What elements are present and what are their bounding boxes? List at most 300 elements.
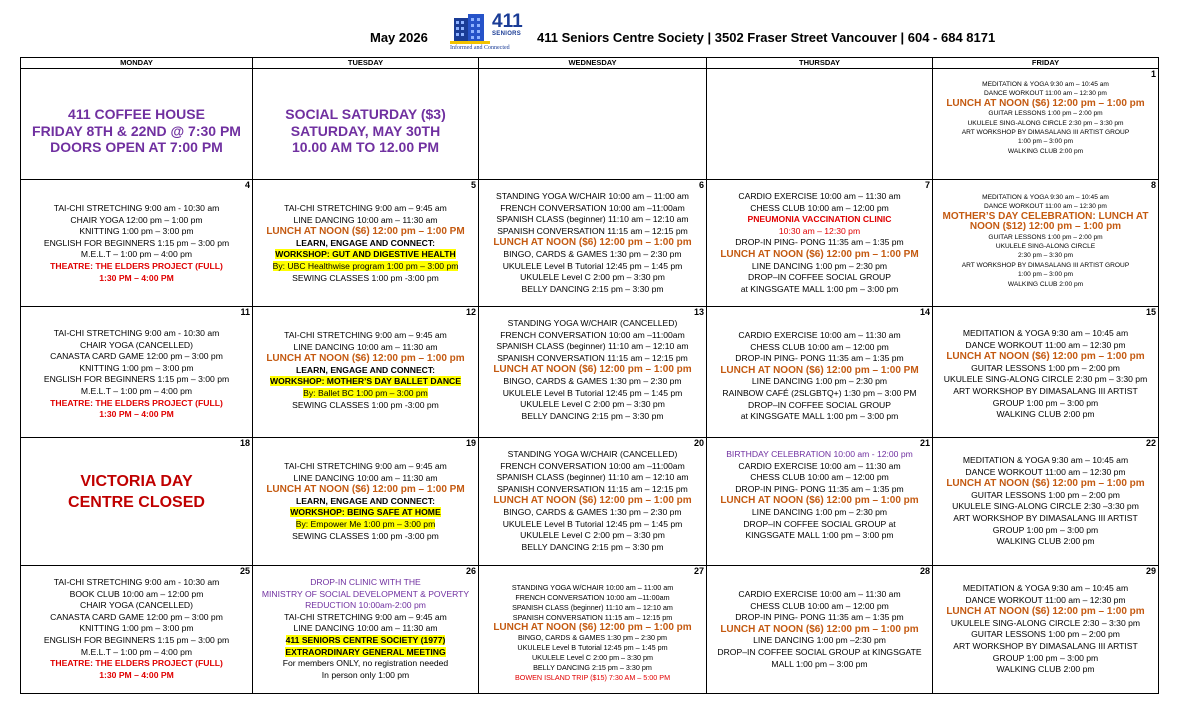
event-line — [935, 340, 1156, 352]
event-line — [481, 203, 704, 215]
event-text: CHESS CLUB 10:00 am – 12:00 pm — [750, 600, 889, 611]
event-text: LUNCH AT NOON ($6) 12:00 pm – 1:00 pm — [493, 237, 692, 249]
event-line — [255, 600, 476, 612]
event-line — [255, 496, 476, 508]
event-line — [481, 376, 704, 388]
event-text: DANCE WORKOUT 11:00 am – 12:30 pm — [965, 339, 1126, 350]
event-line — [709, 342, 930, 354]
event-text: BOOK CLUB 10:00 am – 12:00 pm — [69, 588, 204, 599]
event-line — [935, 664, 1156, 676]
event-list — [23, 577, 250, 681]
event-text: STANDING YOGA W/CHAIR (CANCELLED) — [507, 318, 678, 328]
event-line — [481, 593, 704, 603]
event-line — [935, 212, 1156, 222]
weekday-header: MONDAY — [21, 58, 253, 69]
day-cell — [479, 180, 707, 307]
event-line — [935, 606, 1156, 618]
event-text: MEDITATION & YOGA 9:30 am – 10:45 am — [982, 194, 1109, 201]
event-line — [481, 583, 704, 593]
event-line — [709, 376, 930, 388]
event-text: ENGLISH FOR BEGINNERS 1:15 pm – 3:00 pm — [43, 634, 230, 645]
day-number: 22 — [1145, 438, 1156, 448]
event-line — [481, 284, 704, 296]
event-line — [935, 251, 1156, 260]
day-cell — [933, 180, 1159, 307]
event-line — [709, 214, 930, 226]
event-text: LUNCH AT NOON ($6) 12:00 pm – 1:00 PM — [720, 364, 919, 376]
event-text: By: Empower Me 1:00 pm – 3:00 pm — [295, 518, 436, 529]
day-number: 20 — [693, 438, 704, 448]
week-row — [21, 438, 1159, 566]
event-text: THEATRE: THE ELDERS PROJECT (FULL) — [50, 260, 223, 271]
event-text: CARDIO EXERCISE 10:00 am – 11:30 am — [738, 589, 901, 599]
event-line — [481, 530, 704, 542]
event-text: SPANISH CLASS (beginner) 11:10 am – 12:10 am — [496, 341, 689, 352]
day-cell — [253, 180, 479, 307]
event-text: FRENCH CONVERSATION 10:00 am –11:00am — [500, 329, 685, 340]
event-line — [481, 353, 704, 365]
event-line — [935, 99, 1156, 109]
event-list — [709, 191, 930, 295]
event-line — [935, 374, 1156, 386]
event-line — [481, 472, 704, 484]
event-line — [255, 635, 476, 647]
event-text: UKULELE SING-ALONG CIRCLE 2:30 –3:30 pm — [952, 501, 1139, 512]
day-cell — [21, 438, 253, 566]
event-text: DROP-IN CLINIC WITH THE — [310, 577, 421, 587]
event-line — [481, 249, 704, 261]
event-line — [709, 612, 930, 624]
event-line — [255, 388, 476, 400]
event-line — [23, 351, 250, 363]
event-line — [709, 365, 930, 377]
event-line — [481, 633, 704, 643]
event-text: LINE DANCING 10:00 am – 11:30 am — [293, 623, 438, 634]
event-line — [255, 623, 476, 635]
event-line — [935, 641, 1156, 653]
week-row — [21, 69, 1159, 180]
event-line — [481, 399, 704, 411]
event-line — [23, 363, 250, 375]
event-line — [935, 80, 1156, 89]
event-list — [23, 203, 250, 284]
day-number — [481, 69, 704, 80]
event-text: 2:30 pm – 3:30 pm — [1018, 252, 1073, 260]
event-text: LINE DANCING 10:00 am – 11:30 am — [293, 472, 438, 483]
event-line — [709, 589, 930, 601]
event-line — [709, 659, 930, 671]
day-number: 19 — [465, 438, 476, 448]
event-line — [935, 536, 1156, 548]
event-text: TAI-CHI STRETCHING 9:00 am – 9:45 am — [284, 611, 447, 622]
event-line — [23, 471, 250, 492]
event-text: 10.00 AM TO 12.00 PM — [291, 139, 440, 156]
event-line — [935, 467, 1156, 479]
event-text: SEWING CLASSES 1:00 pm -3:00 pm — [292, 530, 439, 541]
event-text: SPANISH CONVERSATION 11:15 am – 12:15 pm — [497, 225, 688, 236]
event-text: CARDIO EXERCISE 10:00 am – 11:30 am — [738, 191, 901, 201]
event-text: GUITAR LESSONS 1:00 pm – 2:00 pm — [971, 362, 1120, 373]
event-line — [935, 409, 1156, 421]
event-line — [935, 202, 1156, 211]
event-line — [709, 330, 930, 342]
event-line — [709, 484, 930, 496]
event-line — [23, 623, 250, 635]
event-text: CARDIO EXERCISE 10:00 am – 11:30 am — [738, 330, 901, 340]
day-number: 4 — [244, 180, 250, 190]
event-line — [709, 226, 930, 238]
event-line — [935, 242, 1156, 251]
event-line — [935, 328, 1156, 340]
event-text: CHESS CLUB 10:00 am – 12:00 pm — [750, 341, 889, 352]
event-line — [935, 193, 1156, 202]
day-cell — [479, 438, 707, 566]
event-text: STANDING YOGA W/CHAIR 10:00 am – 11:00 am — [496, 191, 689, 201]
event-text: KINGSGATE MALL 1:00 pm – 3:00 pm — [745, 530, 894, 541]
day-number: 25 — [239, 566, 250, 576]
event-text: RAINBOW CAFÉ (2SLGBTQ+) 1:30 pm – 3:00 PM — [722, 387, 917, 398]
event-text: CANASTA CARD GAME 12:00 pm – 3:00 pm — [50, 351, 223, 362]
event-line — [709, 249, 930, 261]
event-line — [709, 530, 930, 542]
week-row — [21, 180, 1159, 307]
event-text: FRENCH CONVERSATION 10:00 am –11:00am — [500, 460, 685, 471]
event-text: WALKING CLUB 2:00 pm — [996, 664, 1095, 675]
event-text: WORKSHOP: BEING SAFE AT HOME — [290, 507, 441, 518]
event-text: 411 COFFEE HOUSE — [68, 106, 205, 122]
event-text: MEDITATION & YOGA 9:30 am – 10:45 am — [962, 328, 1129, 338]
day-number: 5 — [470, 180, 476, 190]
event-text: DROP-IN PING- PONG 11:35 am – 1:35 pm — [735, 237, 904, 248]
event-text: LUNCH AT NOON ($6) 12:00 pm – 1:00 pm — [493, 495, 692, 507]
event-line — [481, 623, 704, 633]
calendar-grid — [20, 57, 1159, 694]
event-line — [23, 261, 250, 273]
day-number: 28 — [919, 566, 930, 576]
event-text: DROP-IN PING- PONG 11:35 am – 1:35 pm — [735, 353, 904, 364]
event-line — [255, 473, 476, 485]
day-number: 7 — [924, 180, 930, 190]
event-text: BINGO, CARDS & GAMES 1:30 pm – 2:30 pm — [503, 375, 682, 386]
event-line — [23, 658, 250, 670]
event-line — [255, 658, 476, 670]
event-text: SPANISH CLASS (beginner) 11:10 am – 12:10 am — [496, 214, 689, 225]
event-line — [23, 273, 250, 285]
day-cell — [21, 307, 253, 438]
event-list — [935, 455, 1156, 548]
event-text: BINGO, CARDS & GAMES 1:30 pm – 2:30 pm — [503, 506, 682, 517]
day-number: 21 — [919, 438, 930, 448]
event-line — [481, 603, 704, 613]
event-line — [255, 123, 476, 140]
event-text: FRIDAY 8TH & 22ND @ 7:30 PM — [32, 122, 241, 139]
event-line — [935, 137, 1156, 146]
day-number — [255, 69, 476, 80]
event-line — [255, 531, 476, 543]
event-list — [709, 589, 930, 670]
event-line — [935, 147, 1156, 156]
event-text: LUNCH AT NOON ($6) 12:00 pm – 1:00 PM — [720, 248, 919, 260]
event-line — [255, 589, 476, 601]
event-list — [935, 583, 1156, 676]
event-text: DANCE WORKOUT 11:00 am – 12:30 pm — [984, 90, 1107, 98]
event-text: ENGLISH FOR BEGINNERS 1:15 pm – 3:00 pm — [43, 374, 230, 385]
event-text: UKULELE Level B Tutorial 12:45 pm – 1:45 pm — [517, 643, 668, 652]
event-text: CHAIR YOGA (CANCELLED) — [79, 600, 194, 611]
event-line — [709, 647, 930, 659]
event-text: SPANISH CLASS (beginner) 11:10 am – 12:10 am — [496, 472, 689, 483]
event-list — [255, 106, 476, 156]
event-text: WALKING CLUB 2:00 pm — [996, 536, 1095, 547]
event-line — [935, 398, 1156, 410]
event-text: GUITAR LESSONS 1:00 pm – 2:00 pm — [971, 489, 1120, 500]
event-list — [23, 471, 250, 513]
event-line — [935, 595, 1156, 607]
event-list — [481, 191, 704, 295]
organization-info: 411 Seniors Centre Society | 3502 Fraser Street Vancouver | 604 - 684 8171 — [537, 30, 996, 45]
event-text: LEARN, ENGAGE AND CONNECT: — [295, 495, 436, 506]
day-cell — [21, 566, 253, 694]
event-text: TAI-CHI STRETCHING 9:00 am – 9:45 am — [284, 330, 447, 340]
event-text: CANASTA CARD GAME 12:00 pm – 3:00 pm — [50, 611, 223, 622]
event-text: GROUP 1:00 pm – 3:00 pm — [992, 652, 1099, 663]
event-text: GUITAR LESSONS 1:00 pm – 2:00 pm — [988, 233, 1103, 241]
event-text: LINE DANCING 1:00 pm – 2:30 pm — [751, 376, 888, 387]
day-cell — [707, 307, 933, 438]
event-text: VICTORIA DAY — [80, 473, 193, 490]
event-line — [935, 222, 1156, 232]
event-line — [481, 663, 704, 673]
event-line — [23, 123, 250, 140]
logo-seniors: SENIORS — [492, 31, 522, 37]
event-line — [935, 583, 1156, 595]
event-text: at KINGSGATE MALL 1:00 pm – 3:00 pm — [740, 283, 899, 294]
event-line — [23, 589, 250, 601]
event-text: STANDING YOGA W/CHAIR 10:00 am – 11:00 am — [511, 583, 674, 592]
day-cell — [253, 566, 479, 694]
event-text: THEATRE: THE ELDERS PROJECT (FULL) — [50, 658, 223, 669]
event-line — [709, 495, 930, 507]
event-text: CHAIR YOGA 12:00 pm – 1:00 pm — [70, 214, 203, 225]
event-line — [935, 629, 1156, 641]
day-cell — [933, 438, 1159, 566]
event-text: BINGO, CARDS & GAMES 1:30 pm – 2:30 pm — [518, 633, 667, 642]
event-text: TAI-CHI STRETCHING 9:00 am - 10:30 am — [53, 577, 220, 587]
day-number: 11 — [240, 307, 250, 317]
weekday-header: WEDNESDAY — [479, 58, 707, 69]
event-line — [481, 519, 704, 531]
event-text: 1:30 PM – 4:00 PM — [99, 409, 174, 420]
event-line — [709, 449, 930, 461]
day-cell — [707, 180, 933, 307]
event-text: By: UBC Healthwise program 1:00 pm – 3:00 pm — [272, 260, 459, 271]
day-number: 14 — [919, 307, 930, 317]
event-line — [23, 226, 250, 238]
event-text: ART WORKSHOP BY DIMASALANG III ARTIST GROUP — [961, 261, 1130, 269]
event-line — [481, 330, 704, 342]
event-line — [709, 461, 930, 473]
event-text: M.E.L.T – 1:00 pm – 4:00 pm — [80, 646, 193, 657]
event-line — [935, 513, 1156, 525]
event-text: DROP-IN PING- PONG 11:35 am – 1:35 pm — [735, 483, 904, 494]
event-text: UKULELE Level C 2:00 pm – 3:30 pm — [520, 530, 665, 541]
event-line — [255, 647, 476, 659]
event-line — [709, 261, 930, 273]
event-text: MINISTRY OF SOCIAL DEVELOPMENT & POVERTY — [261, 588, 470, 599]
event-line — [709, 519, 930, 531]
event-line — [935, 109, 1156, 118]
event-text: MEDITATION & YOGA 9:30 am – 10:45 am — [962, 583, 1129, 593]
event-line — [255, 519, 476, 531]
event-line — [481, 318, 704, 330]
event-text: M.E.L.T – 1:00 pm – 4:00 pm — [80, 249, 193, 260]
event-text: LINE DANCING 10:00 am – 11:30 am — [293, 341, 438, 352]
event-line — [481, 449, 704, 461]
event-text: ART WORKSHOP BY DIMASALANG III ARTIST — [953, 640, 1138, 651]
event-text: DOORS OPEN AT 7:00 PM — [50, 139, 223, 156]
building-icon — [450, 12, 490, 44]
day-cell — [707, 438, 933, 566]
event-text: DANCE WORKOUT 11:00 am – 12:30 pm — [984, 203, 1107, 211]
event-line — [23, 577, 250, 589]
event-line — [709, 272, 930, 284]
event-text: UKULELE SING-ALONG CIRCLE 2:30 pm – 3:30 pm — [943, 374, 1148, 385]
day-number: 6 — [698, 180, 704, 190]
event-text: DROP–IN COFFEE SOCIAL GROUP — [748, 399, 891, 410]
event-line — [481, 643, 704, 653]
event-text: ART WORKSHOP BY DIMASALANG III ARTIST GROUP — [961, 129, 1130, 137]
event-line — [23, 600, 250, 612]
event-line — [255, 139, 476, 156]
weekday-header: FRIDAY — [933, 58, 1159, 69]
event-line — [481, 341, 704, 353]
event-line — [935, 386, 1156, 398]
event-text: In person only 1:00 pm — [321, 669, 410, 680]
day-cell — [707, 566, 933, 694]
event-line — [255, 226, 476, 238]
event-text: UKULELE Level C 2:00 pm – 3:30 pm — [520, 272, 665, 283]
event-text: GUITAR LESSONS 1:00 pm – 2:00 pm — [988, 110, 1103, 118]
event-text: BOWEN ISLAND TRIP ($15) 7:30 AM – 5:00 PM — [514, 673, 671, 682]
event-text: WORKSHOP: MOTHER’S DAY BALLET DANCE — [270, 376, 461, 387]
event-line — [255, 670, 476, 682]
event-text: SEWING CLASSES 1:00 pm -3:00 pm — [292, 399, 439, 410]
event-text: GROUP 1:00 pm – 3:00 pm — [992, 524, 1099, 535]
event-text: WORKSHOP: GUT AND DIGESTIVE HEALTH — [275, 249, 456, 260]
event-text: LUNCH AT NOON ($6) 12:00 pm – 1:00 pm — [946, 98, 1145, 109]
event-line — [23, 409, 250, 421]
event-text: DROP–IN COFFEE SOCIAL GROUP at — [743, 518, 896, 529]
event-line — [709, 237, 930, 249]
event-list — [255, 203, 476, 284]
event-line — [481, 214, 704, 226]
event-line — [935, 478, 1156, 490]
event-line — [481, 653, 704, 663]
event-text: BIRTHDAY CELEBRATION 10:00 am - 12:00 pm — [726, 449, 913, 459]
event-line — [935, 280, 1156, 289]
event-list — [481, 583, 704, 683]
event-list — [255, 461, 476, 542]
event-text: SPANISH CONVERSATION 11:15 am – 12:15 pm — [512, 613, 673, 622]
event-line — [23, 374, 250, 386]
event-text: DANCE WORKOUT 11:00 am – 12:30 pm — [965, 594, 1126, 605]
event-text: at KINGSGATE MALL 1:00 pm – 3:00 pm — [740, 411, 899, 422]
event-line — [935, 89, 1156, 98]
event-line — [481, 388, 704, 400]
weekday-header: THURSDAY — [707, 58, 933, 69]
event-text: LUNCH AT NOON ($6) 12:00 pm – 1:00 pm — [266, 353, 465, 365]
event-line — [255, 612, 476, 624]
event-line — [709, 635, 930, 647]
event-text: DROP-IN PING- PONG 11:35 am – 1:35 pm — [735, 612, 904, 623]
event-text: 411 SENIORS CENTRE SOCIETY (1977) — [285, 634, 446, 645]
event-text: LEARN, ENGAGE AND CONNECT: — [295, 364, 436, 375]
event-text: BINGO, CARDS & GAMES 1:30 pm – 2:30 pm — [503, 248, 682, 259]
event-text: TAI-CHI STRETCHING 9:00 am - 10:30 am — [53, 328, 220, 338]
event-line — [255, 577, 476, 589]
event-line — [23, 328, 250, 340]
event-line — [709, 284, 930, 296]
event-text: BELLY DANCING 2:15 pm – 3:30 pm — [533, 663, 652, 672]
event-line — [935, 618, 1156, 630]
event-line — [481, 613, 704, 623]
event-line — [23, 635, 250, 647]
event-line — [481, 461, 704, 473]
event-text: LINE DANCING 1:00 pm – 2:30 pm — [751, 506, 888, 517]
event-line — [935, 351, 1156, 363]
event-text: NOON ($12) 12:00 pm – 1:00 pm — [969, 222, 1122, 233]
event-text: TAI-CHI STRETCHING 9:00 am – 9:45 am — [284, 461, 447, 471]
event-line — [481, 237, 704, 249]
event-text: CARDIO EXERCISE 10:00 am – 11:30 am — [738, 460, 901, 471]
event-line — [709, 624, 930, 636]
event-text: LINE DANCING 1:00 pm – 2:30 pm — [751, 260, 888, 271]
event-text: LUNCH AT NOON ($6) 12:00 pm – 1:00 pm — [946, 478, 1145, 490]
event-line — [935, 653, 1156, 665]
event-text: REDUCTION 10:00am-2:00 pm — [305, 600, 426, 611]
event-line — [709, 203, 930, 215]
event-text: MEDITATION & YOGA 9:30 am – 10:45 am — [982, 81, 1109, 88]
event-line — [23, 386, 250, 398]
event-text: UKULELE Level B Tutorial 12:45 pm – 1:45 pm — [502, 260, 683, 271]
event-line — [255, 353, 476, 365]
event-line — [255, 215, 476, 227]
event-text: UKULELE SING-ALONG CIRCLE 2:30 pm – 3:30 pm — [967, 119, 1124, 127]
event-line — [481, 272, 704, 284]
event-line — [255, 106, 476, 123]
event-text: ART WORKSHOP BY DIMASALANG III ARTIST — [953, 512, 1138, 523]
event-text: LUNCH AT NOON ($6) 12:00 pm – 1:00 pm — [720, 495, 919, 507]
event-text: FRENCH CONVERSATION 10:00 am –11:00am — [515, 593, 670, 602]
event-line — [255, 249, 476, 261]
event-text: LUNCH AT NOON ($6) 12:00 pm – 1:00 pm — [946, 351, 1145, 363]
event-text: SEWING CLASSES 1:00 pm -3:00 pm — [292, 272, 439, 283]
event-line — [709, 388, 930, 400]
event-line — [255, 342, 476, 354]
event-text: LUNCH AT NOON ($6) 12:00 pm – 1:00 PM — [266, 484, 465, 496]
event-line — [23, 215, 250, 227]
event-text: MALL 1:00 pm – 3:00 pm — [771, 658, 868, 669]
event-list — [709, 330, 930, 423]
event-line — [255, 365, 476, 377]
event-text: SPANISH CONVERSATION 11:15 am – 12:15 pm — [497, 483, 688, 494]
day-number: 12 — [465, 307, 476, 317]
event-text: KNITTING 1:00 pm – 3:00 pm — [79, 623, 194, 634]
event-list — [935, 80, 1156, 156]
event-text: PNEUMONIA VACCINATION CLINIC — [747, 214, 892, 225]
event-line — [23, 139, 250, 156]
day-number: 8 — [1150, 180, 1156, 190]
